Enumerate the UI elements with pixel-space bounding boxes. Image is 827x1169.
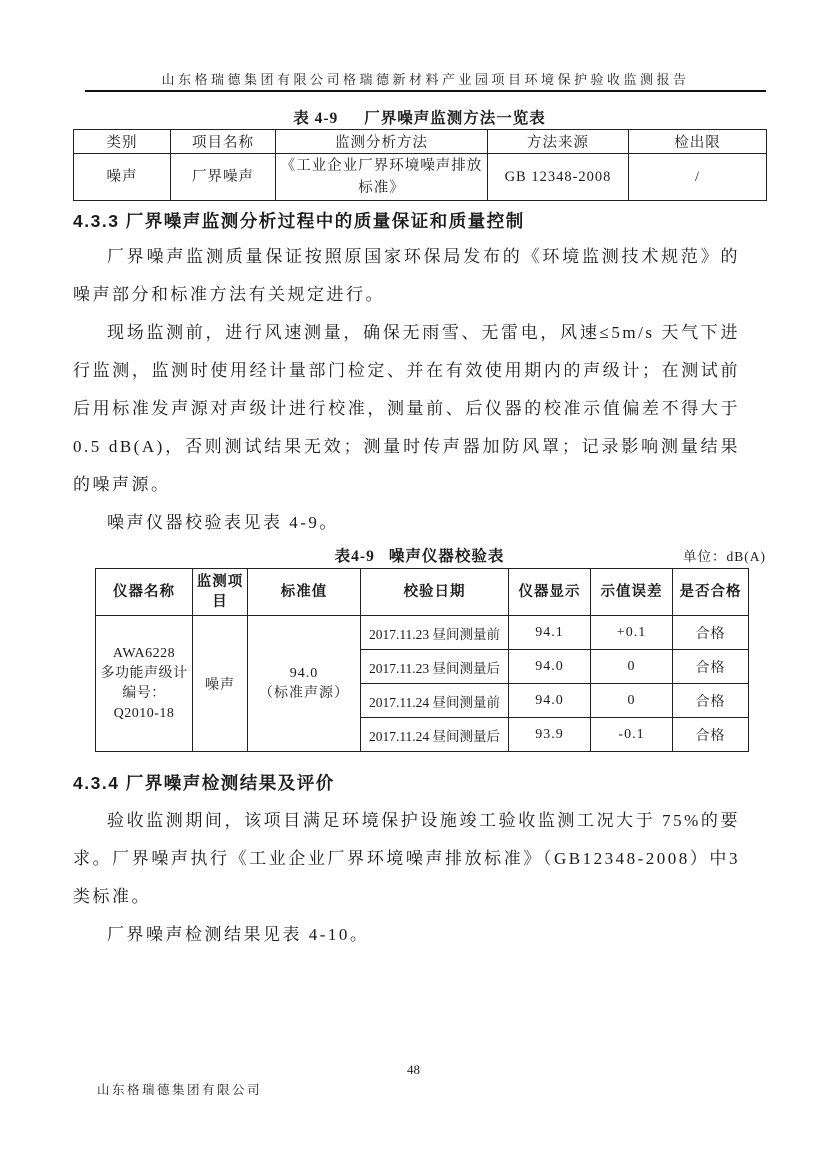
cell-category: 噪声 bbox=[74, 154, 171, 201]
col-header-pass: 是否合格 bbox=[673, 569, 749, 616]
method-table-caption bbox=[73, 106, 766, 128]
col-header-date: 校验日期 bbox=[361, 569, 509, 616]
calibration-row bbox=[96, 616, 749, 650]
calibration-table-caption bbox=[73, 544, 766, 566]
cell-pass-result: 合格 bbox=[673, 650, 749, 684]
cell-error-value: 0 bbox=[591, 650, 673, 684]
cell-standard-value: 94.0 （标准声源） bbox=[248, 616, 361, 752]
cell-calibration-date: 2017.11.24 昼间测量前 bbox=[361, 684, 509, 718]
section-heading-4-3-4: 4.3.4 厂界噪声检测结果及评价 bbox=[73, 773, 335, 793]
section-heading-4-3-3: 4.3.3 厂界噪声监测分析过程中的质量保证和质量控制 bbox=[73, 211, 525, 231]
calibration-table-caption-number: 表4-9 bbox=[334, 548, 375, 565]
method-table-row bbox=[74, 154, 767, 201]
calibration-table-caption-title: 噪声仪器校验表 bbox=[388, 548, 505, 565]
footer-company-name: 山东格瑞德集团有限公司 bbox=[97, 1083, 263, 1097]
col-header-standard: 标准值 bbox=[248, 569, 361, 616]
result-paragraph-2: 厂界噪声检测结果见表 4-10。 bbox=[107, 925, 370, 944]
cell-method: 《工业企业厂界环境噪声排放标准》 bbox=[276, 154, 488, 201]
method-table-header-row bbox=[74, 130, 767, 154]
cell-display-value: 94.0 bbox=[509, 684, 591, 718]
cell-display-value: 94.1 bbox=[509, 616, 591, 650]
cell-display-value: 93.9 bbox=[509, 718, 591, 752]
qc-paragraph-1: 厂界噪声监测质量保证按照原国家环保局发布的《环境监测技术规范》的噪声部分和标准方法有关规定进行。 bbox=[73, 247, 740, 304]
calibration-header-row bbox=[96, 569, 749, 616]
qc-paragraph-3: 噪声仪器校验表见表 4-9。 bbox=[107, 513, 339, 532]
cell-pass-result: 合格 bbox=[673, 718, 749, 752]
result-paragraph-1: 验收监测期间，该项目满足环境保护设施竣工验收监测工况大于 75%的要求。厂界噪声执行《工业企业厂界环境噪声排放标准》（GB12348-2008）中3 类标准。 bbox=[73, 811, 740, 906]
col-header-source: 方法来源 bbox=[488, 130, 629, 154]
cell-source: GB 12348-2008 bbox=[488, 154, 629, 201]
page-number: 48 bbox=[407, 1062, 420, 1077]
page-header-title: 山东格瑞德集团有限公司格瑞德新材料产业园项目环境保护验收监测报告 bbox=[161, 72, 690, 87]
cell-calibration-date: 2017.11.23 昼间测量后 bbox=[361, 650, 509, 684]
header-divider bbox=[85, 90, 766, 92]
col-header-item: 项目名称 bbox=[171, 130, 276, 154]
cell-error-value: 0 bbox=[591, 684, 673, 718]
cell-item: 厂界噪声 bbox=[171, 154, 276, 201]
cell-limit: / bbox=[629, 154, 767, 201]
cell-error-value: +0.1 bbox=[591, 616, 673, 650]
col-header-display: 仪器显示 bbox=[509, 569, 591, 616]
qc-paragraph-2: 现场监测前，进行风速测量，确保无雨雪、无雷电，风速≤5m/s 天气下进行监测，监测时使用经计量部门检定、并在有效使用期内的声级计；在测试前后用标准发声源对声级计进行校准，测量前、后仪器的校准示值偏差不得大于 0.5 dB(A)，否则测试结果无效；测量时传声器加防风罩；记录影响测量结果的噪声源。 bbox=[73, 323, 740, 494]
col-header-instrument: 仪器名称 bbox=[96, 569, 193, 616]
cell-calibration-date: 2017.11.23 昼间测量前 bbox=[361, 616, 509, 650]
col-header-monitor-item: 监测项目 bbox=[193, 569, 248, 616]
col-header-method: 监测分析方法 bbox=[276, 130, 488, 154]
cell-monitor-item: 噪声 bbox=[193, 616, 248, 752]
col-header-error: 示值误差 bbox=[591, 569, 673, 616]
cell-display-value: 94.0 bbox=[509, 650, 591, 684]
method-table-caption-title: 厂界噪声监测方法一览表 bbox=[364, 110, 546, 127]
col-header-limit: 检出限 bbox=[629, 130, 767, 154]
col-header-category: 类别 bbox=[74, 130, 171, 154]
instrument-calibration-table bbox=[95, 568, 749, 752]
calibration-table-unit: 单位：dB(A) bbox=[683, 549, 766, 564]
cell-pass-result: 合格 bbox=[673, 684, 749, 718]
method-table-caption-number: 表 4-9 bbox=[293, 110, 339, 127]
cell-pass-result: 合格 bbox=[673, 616, 749, 650]
noise-monitoring-method-table bbox=[73, 129, 767, 201]
cell-calibration-date: 2017.11.24 昼间测量后 bbox=[361, 718, 509, 752]
cell-instrument-name: AWA6228 多功能声级计 编号： Q2010-18 bbox=[96, 616, 193, 752]
cell-error-value: -0.1 bbox=[591, 718, 673, 752]
